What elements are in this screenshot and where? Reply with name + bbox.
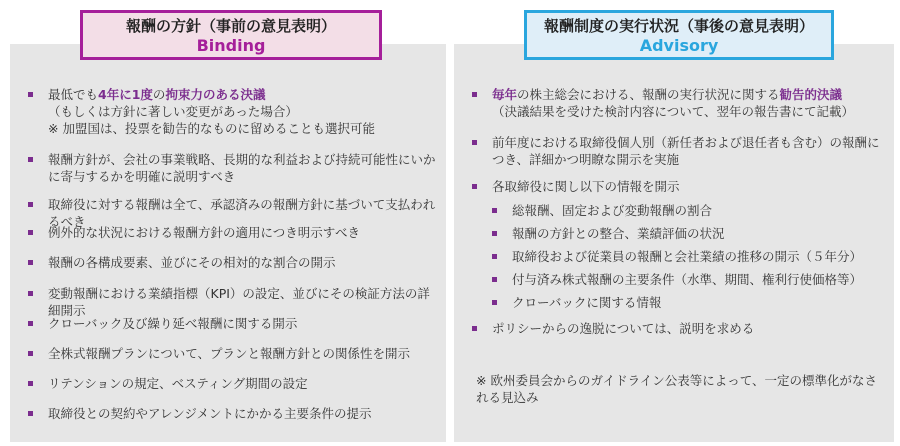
list-item: ポリシーからの逸脱については、説明を求める xyxy=(472,320,886,337)
sub-bullet-icon xyxy=(492,208,497,213)
list-item: 全株式報酬プランについて、プランと報酬方針との関係性を開示 xyxy=(28,345,438,362)
bullet-icon xyxy=(472,140,477,145)
bullet-icon xyxy=(28,202,33,207)
bullet-icon xyxy=(472,92,477,97)
list-item: クローバック及び繰り延べ報酬に関する開示 xyxy=(28,315,438,332)
bullet-icon xyxy=(472,326,477,331)
advisory-subtitle: Advisory xyxy=(639,36,719,55)
advisory-header xyxy=(524,10,834,60)
sub-bullet-icon xyxy=(492,300,497,305)
binding-title: 報酬の方針（事前の意見表明） xyxy=(125,17,336,35)
advisory-panel xyxy=(454,44,894,442)
list-item: 最低でも4年に1度の拘束力のある決議 （もしくは方針に著しい変更があった場合） ※ 加盟国は、投票を勧告的なものに留めることも選択可能 xyxy=(28,86,438,137)
advisory-title: 報酬制度の実行状況（事後の意見表明） xyxy=(543,17,814,35)
list-item: 変動報酬における業績指標（KPI）の設定、並びにその検証方法の詳細開示 xyxy=(28,285,438,319)
bullet-icon xyxy=(28,411,33,416)
sub-bullet-icon xyxy=(492,231,497,236)
bullet-icon xyxy=(28,321,33,326)
binding-header xyxy=(80,10,382,60)
list-item: 前年度における取締役個人別（新任者および退任者も含む）の報酬につき、詳細かつ明瞭な開示を実施 xyxy=(472,134,886,168)
list-item: リテンションの規定、ベスティング期間の設定 xyxy=(28,375,438,392)
sub-list-item: 付与済み株式報酬の主要条件（水準、期間、権利行使価格等） xyxy=(492,271,886,288)
bullet-icon xyxy=(28,291,33,296)
list-item: 取締役との契約やアレンジメントにかかる主要条件の提示 xyxy=(28,405,438,422)
sub-bullet-icon xyxy=(492,277,497,282)
sub-list-item: 取締役および従業員の報酬と会社業績の推移の開示（５年分） xyxy=(492,248,886,265)
bullet-icon xyxy=(28,260,33,265)
bullet-icon xyxy=(472,184,477,189)
list-item: 報酬方針が、会社の事業戦略、長期的な利益および持続可能性にいかに寄与するかを明確に説明すべき xyxy=(28,151,438,185)
binding-subtitle: Binding xyxy=(196,36,266,55)
sub-list-item: 報酬の方針との整合、業績評価の状況 xyxy=(492,225,886,242)
bullet-icon xyxy=(28,230,33,235)
binding-panel xyxy=(10,44,446,442)
list-item: 取締役に対する報酬は全て、承認済みの報酬方針に基づいて支払われるべき xyxy=(28,196,438,230)
bullet-icon xyxy=(28,351,33,356)
bullet-icon xyxy=(28,92,33,97)
bullet-icon xyxy=(28,381,33,386)
sub-list-item: 総報酬、固定および変動報酬の割合 xyxy=(492,202,886,219)
list-item: 毎年の株主総会における、報酬の実行状況に関する勧告的決議 （決議結果を受けた検討内容について、翌年の報告書にて記載） xyxy=(472,86,886,120)
list-item: 各取締役に関し以下の情報を開示 xyxy=(472,178,886,195)
list-item: 例外的な状況における報酬方針の適用につき明示すべき xyxy=(28,224,438,241)
bullet-icon xyxy=(28,157,33,162)
footnote: ※ 欧州委員会からのガイドライン公表等によって、一定の標準化がなされる見込み xyxy=(476,373,877,405)
sub-list-item: クローバックに関する情報 xyxy=(492,294,886,311)
sub-bullet-icon xyxy=(492,254,497,259)
list-item: 報酬の各構成要素、並びにその相対的な割合の開示 xyxy=(28,254,438,271)
